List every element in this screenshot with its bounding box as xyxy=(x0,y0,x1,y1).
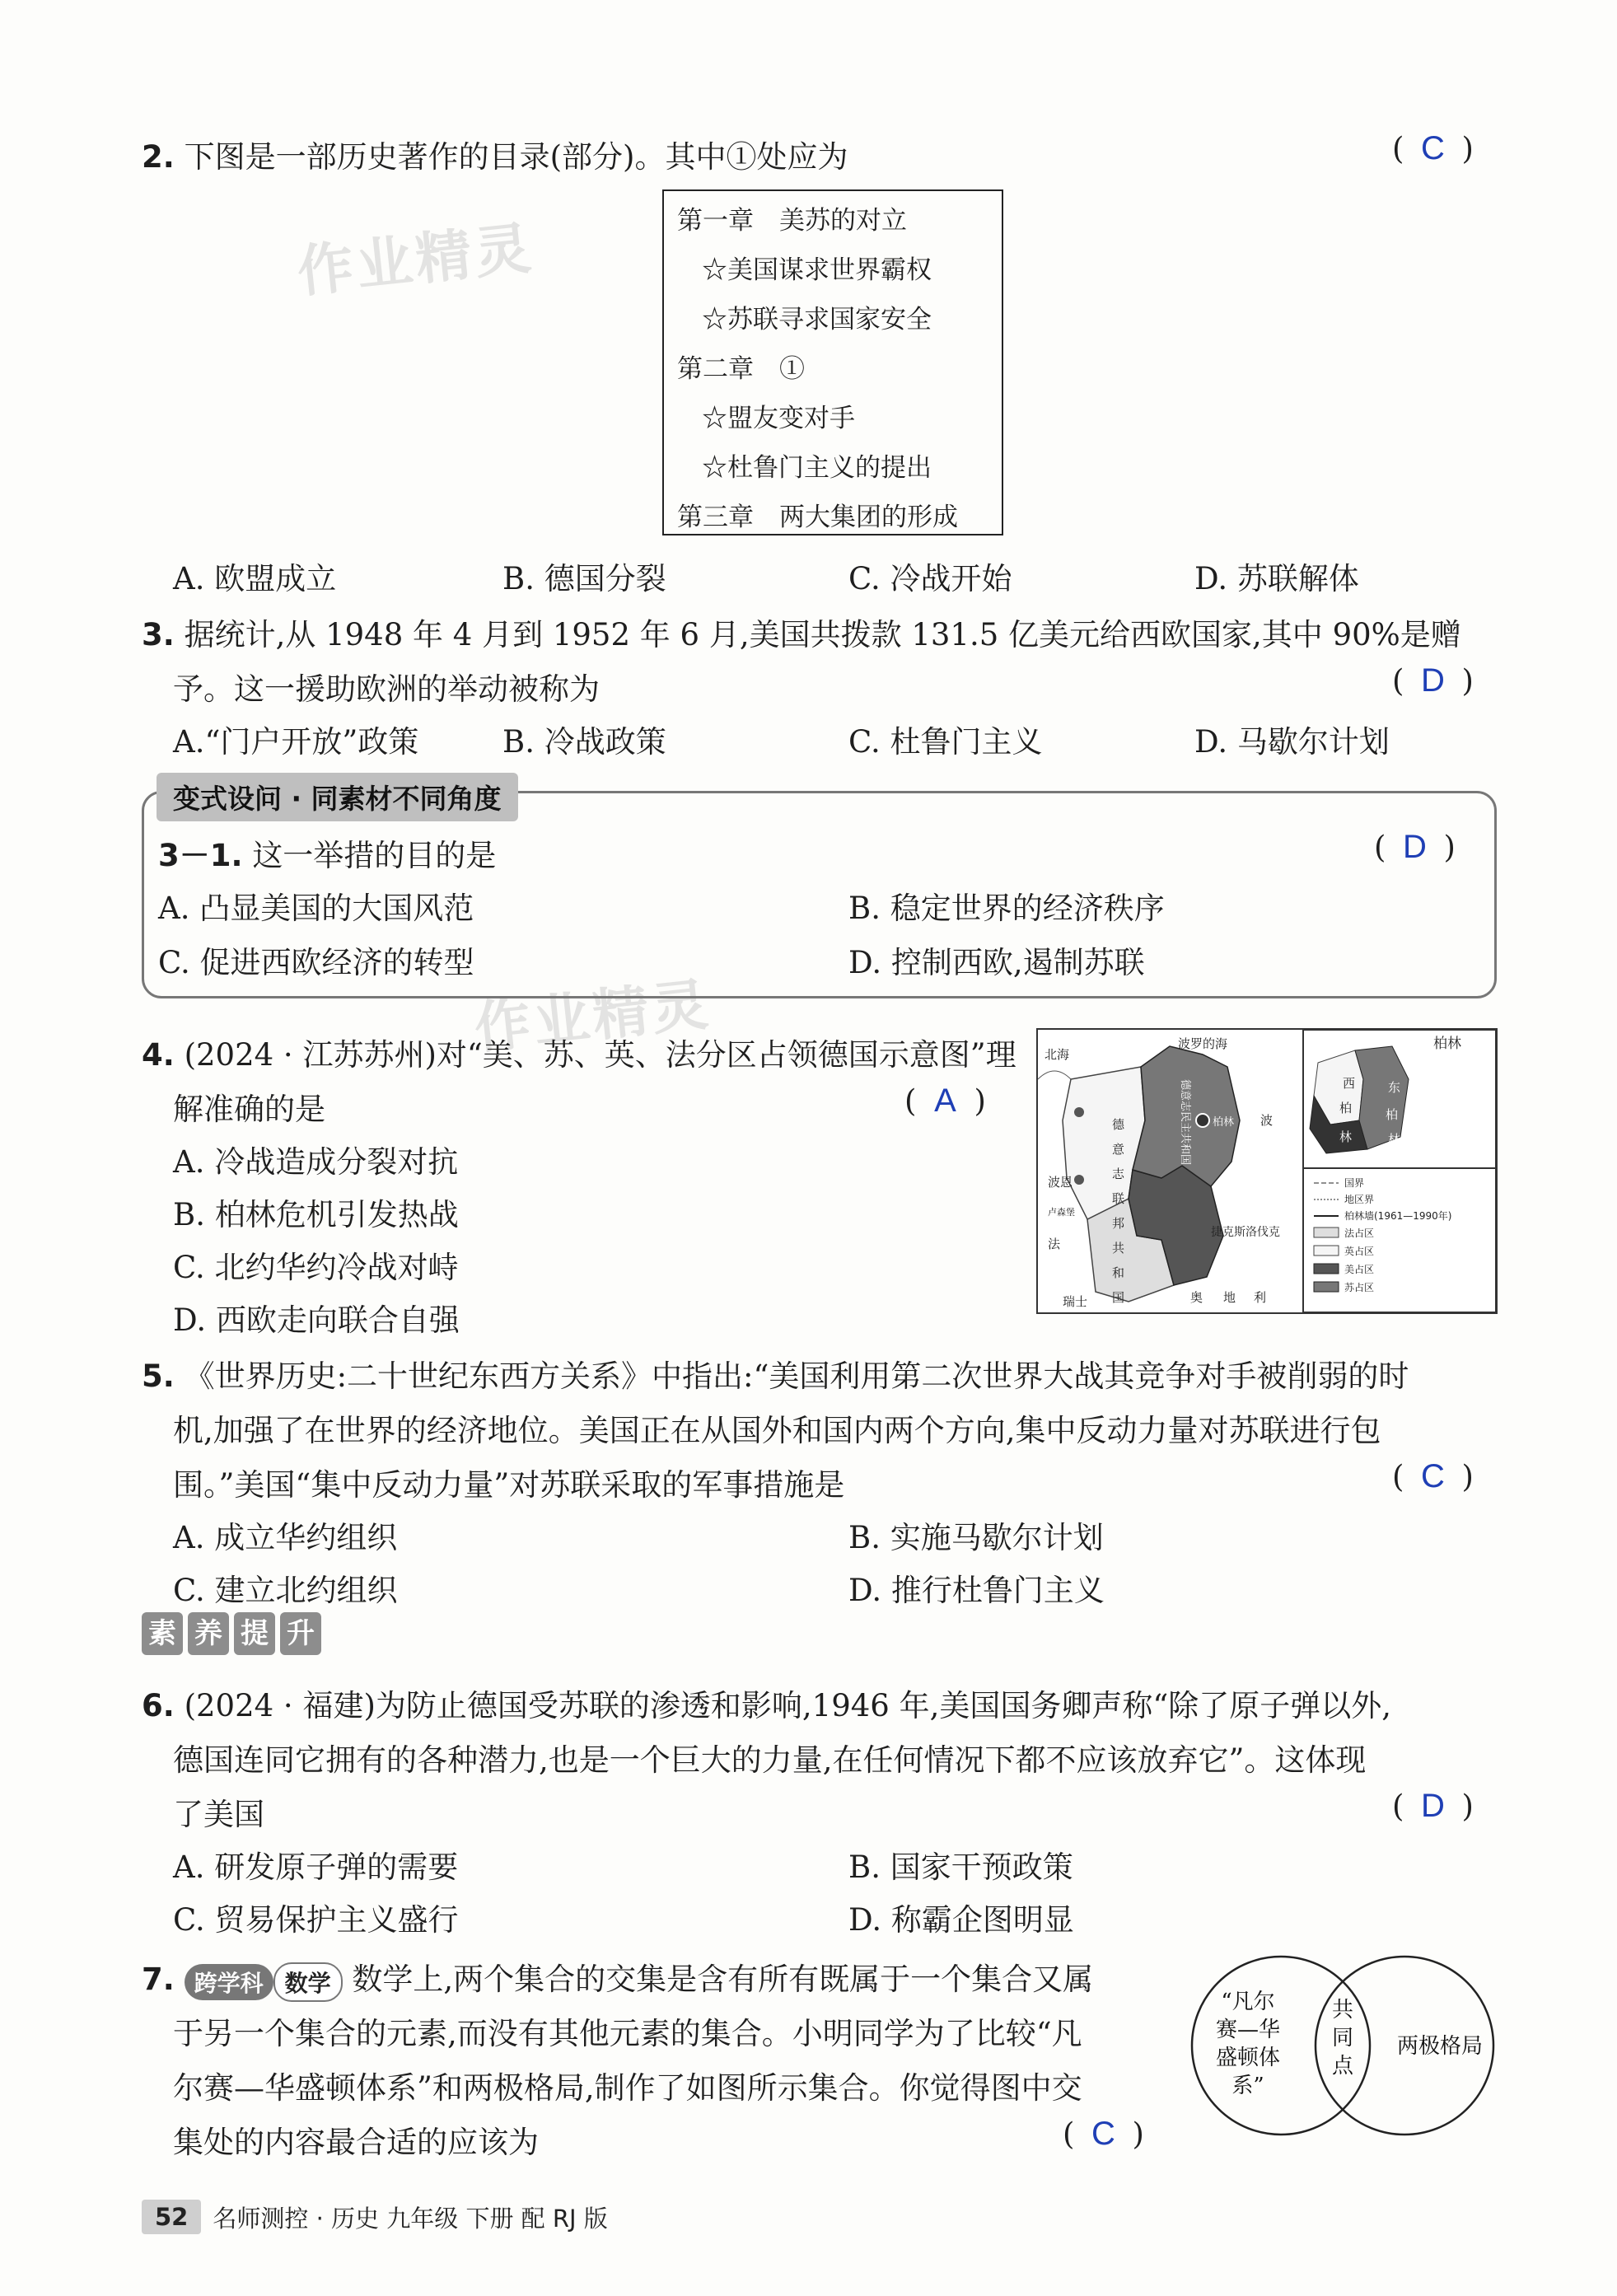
question-stem: 《世界历史:二十世纪东西方关系》中指出:“美国利用第二次世界大战其竞争对手被削弱的时 xyxy=(184,1358,1409,1394)
page-number: 52 xyxy=(142,2200,201,2234)
map-label: 西 xyxy=(1343,1076,1356,1091)
answer-bracket: ( C ) xyxy=(1063,2116,1144,2152)
venn-label: 系” xyxy=(1231,2074,1264,2098)
question-stem-line: 机,加强了在世界的经济地位。美国正在从国外和国内两个方向,集中反动力量对苏联进行包 xyxy=(173,1413,1381,1448)
map-label: 柏 xyxy=(1339,1101,1353,1115)
venn-label: 共 xyxy=(1331,1998,1354,2022)
map-label: 柏 xyxy=(1386,1107,1399,1122)
venn-label: 两极格局 xyxy=(1396,2034,1484,2059)
question-6 xyxy=(142,1681,1391,1725)
option-c: C. 促进西欧经济的转型 xyxy=(158,945,474,980)
option-a: A. 研发原子弹的需要 xyxy=(173,1849,459,1885)
table-of-contents xyxy=(662,189,1003,535)
option-c: C. 北约华约冷战对峙 xyxy=(173,1250,459,1285)
map-legend-item: 美占区 xyxy=(1344,1264,1375,1275)
map-label: 波恩 xyxy=(1048,1175,1073,1190)
map-svg xyxy=(1038,1030,1496,1312)
watermark: 作业精灵 xyxy=(294,216,537,306)
question-number: 7. xyxy=(142,1962,175,1997)
toc-line: ☆杜鲁门主义的提出 xyxy=(702,453,932,483)
option-d: D. 推行杜鲁门主义 xyxy=(848,1573,1105,1608)
option-d: D. 西欧走向联合自强 xyxy=(173,1302,460,1338)
venn-label: “凡尔 xyxy=(1221,1990,1275,2014)
question-2 xyxy=(142,132,848,176)
map-label: 林 xyxy=(1388,1132,1401,1147)
map-legend-item: 地区界 xyxy=(1344,1194,1375,1205)
option-a: A. 冷战造成分裂对抗 xyxy=(173,1144,459,1180)
question-stem: 这一举措的目的是 xyxy=(252,838,497,873)
option-c: C. 冷战开始 xyxy=(848,561,1012,596)
variant-question xyxy=(158,830,496,875)
venn-label: 点 xyxy=(1331,2054,1354,2079)
option-a: A. 欧盟成立 xyxy=(173,561,337,596)
answer-value: D xyxy=(1402,829,1427,865)
map-label: 北海 xyxy=(1045,1047,1070,1062)
subject-tag: 跨学科 xyxy=(185,1964,273,2000)
question-stem: (2024 · 福建)为防止德国受苏联的渗透和影响,1946 年,美国国务卿声称“除了原子弹以外, xyxy=(184,1688,1392,1723)
subject-tag: 数学 xyxy=(273,1962,343,2002)
option-d: D. 控制西欧,遏制苏联 xyxy=(848,945,1145,980)
option-b: B. 稳定世界的经济秩序 xyxy=(848,891,1165,926)
germany-occupation-map xyxy=(1036,1028,1498,1314)
venn-label: 赛—华 xyxy=(1215,2018,1281,2042)
toc-line: 第二章 ① xyxy=(677,354,805,384)
page-footer xyxy=(142,2200,608,2234)
option-a: A. 凸显美国的大国风范 xyxy=(158,891,474,926)
toc-line: 第三章 两大集团的形成 xyxy=(677,503,958,532)
section-char: 素 xyxy=(142,1612,183,1655)
map-legend-item: 法占区 xyxy=(1344,1227,1375,1239)
map-legend-item: 柏林墙(1961—1990年) xyxy=(1344,1210,1452,1222)
map-label: 波罗的海 xyxy=(1178,1036,1228,1051)
option-b: B. 国家干预政策 xyxy=(848,1849,1073,1885)
answer-bracket: ( D ) xyxy=(1392,1788,1474,1824)
question-number: 3. xyxy=(142,617,175,652)
map-label: 志 xyxy=(1112,1167,1125,1181)
option-c: C. 贸易保护主义盛行 xyxy=(173,1902,459,1938)
answer-bracket: ( D ) xyxy=(1392,662,1474,699)
question-stem: 下图是一部历史著作的目录(部分)。其中①处应为 xyxy=(184,139,848,175)
map-label: 林 xyxy=(1339,1129,1353,1144)
question-stem: (2024 · 江苏苏州)对“美、苏、英、法分区占领德国示意图”理 xyxy=(184,1037,1016,1073)
question-number: 4. xyxy=(142,1037,175,1073)
question-stem: 据统计,从 1948 年 4 月到 1952 年 6 月,美国共拨款 131.5 亿美元给西欧国家,其中 90%是赠 xyxy=(184,617,1461,652)
question-5 xyxy=(142,1351,1409,1396)
option-c: C. 杜鲁门主义 xyxy=(848,724,1043,760)
option-b: B. 柏林危机引发热战 xyxy=(173,1197,459,1232)
map-label: 意 xyxy=(1112,1142,1125,1157)
toc-line: ☆美国谋求世界霸权 xyxy=(702,255,932,285)
option-a: A. 成立华约组织 xyxy=(173,1520,398,1555)
map-label: 德 xyxy=(1112,1117,1125,1132)
section-char: 升 xyxy=(280,1612,321,1655)
answer-bracket: ( C ) xyxy=(1392,1458,1474,1494)
venn-svg xyxy=(1178,1951,1507,2140)
answer-bracket: ( D ) xyxy=(1374,829,1456,865)
map-label: 瑞士 xyxy=(1063,1294,1088,1309)
question-4 xyxy=(142,1030,1016,1074)
toc-line: 第一章 美苏的对立 xyxy=(677,206,907,236)
map-label: 地 xyxy=(1223,1290,1236,1305)
section-char: 养 xyxy=(188,1612,229,1655)
map-legend-item: 国界 xyxy=(1344,1177,1365,1189)
map-label: 德意志民主共和国 xyxy=(1179,1079,1191,1166)
question-stem-line: 解准确的是 xyxy=(173,1092,325,1127)
option-b: B. 德国分裂 xyxy=(502,561,666,596)
question-7 xyxy=(142,1954,1093,2002)
question-number: 3－1. xyxy=(158,838,243,873)
question-stem-line: 予。这一援助欧洲的举动被称为 xyxy=(173,671,600,707)
question-stem-line: 于另一个集合的元素,而没有其他元素的集合。小明同学为了比较“凡 xyxy=(173,2016,1082,2051)
map-label: 东 xyxy=(1388,1080,1401,1095)
toc-line: ☆盟友变对手 xyxy=(702,404,855,433)
answer-bracket: ( A ) xyxy=(904,1083,986,1119)
map-label: 联 xyxy=(1112,1191,1125,1206)
map-label: 利 xyxy=(1254,1290,1267,1305)
answer-value: D xyxy=(1420,1788,1445,1824)
answer-value: D xyxy=(1420,662,1445,699)
map-label: 卢森堡 xyxy=(1048,1207,1075,1218)
option-a: A.“门户开放”政策 xyxy=(173,724,419,760)
answer-value: C xyxy=(1091,2116,1115,2152)
question-number: 5. xyxy=(142,1358,175,1394)
answer-bracket: ( C ) xyxy=(1392,130,1474,166)
map-label: 捷克斯洛伐克 xyxy=(1211,1226,1280,1239)
map-label: 国 xyxy=(1112,1290,1125,1305)
map-legend-item: 英占区 xyxy=(1344,1246,1375,1257)
question-stem-line: 集处的内容最合适的应该为 xyxy=(173,2125,539,2160)
answer-value: A xyxy=(934,1083,956,1119)
venn-label: 同 xyxy=(1331,2026,1354,2051)
toc-line: ☆苏联寻求国家安全 xyxy=(702,305,932,334)
option-b: B. 实施马歇尔计划 xyxy=(848,1520,1104,1555)
map-label: 波 xyxy=(1260,1113,1274,1128)
question-stem-line: 了美国 xyxy=(173,1797,264,1832)
answer-value: C xyxy=(1420,130,1445,166)
section-char: 提 xyxy=(234,1612,275,1655)
map-label: 法 xyxy=(1048,1237,1061,1251)
question-3 xyxy=(142,610,1461,654)
footer-text: 名师测控 · 历史 九年级 下册 配 RJ 版 xyxy=(213,2204,608,2233)
map-label: 和 xyxy=(1112,1265,1125,1280)
variant-tag: 变式设问 · 同素材不同角度 xyxy=(157,773,518,821)
map-label: 奥 xyxy=(1190,1290,1203,1305)
map-label: 柏林 xyxy=(1213,1116,1235,1129)
option-d: D. 苏联解体 xyxy=(1194,561,1359,596)
question-stem: 数学上,两个集合的交集是含有所有既属于一个集合又属 xyxy=(352,1962,1094,1997)
option-b: B. 冷战政策 xyxy=(502,724,666,760)
section-title xyxy=(142,1612,321,1655)
question-stem-line: 围。”美国“集中反动力量”对苏联采取的军事措施是 xyxy=(173,1467,845,1503)
option-c: C. 建立北约组织 xyxy=(173,1573,398,1608)
answer-value: C xyxy=(1420,1458,1445,1494)
question-stem-line: 德国连同它拥有的各种潜力,也是一个巨大的力量,在任何情况下都不应该放弃它”。这体现 xyxy=(173,1742,1367,1778)
option-d: D. 称霸企图明显 xyxy=(848,1902,1074,1938)
venn-label: 盛顿体 xyxy=(1215,2046,1281,2070)
map-legend-item: 苏占区 xyxy=(1344,1282,1375,1293)
watermark: 作业精灵 xyxy=(471,972,714,1062)
map-label: 共 xyxy=(1112,1241,1125,1256)
question-number: 2. xyxy=(142,139,175,175)
question-number: 6. xyxy=(142,1688,175,1723)
option-d: D. 马歇尔计划 xyxy=(1194,724,1390,760)
question-stem-line: 尔赛—华盛顿体系”和两极格局,制作了如图所示集合。你觉得图中交 xyxy=(173,2070,1082,2106)
inset-title: 柏林 xyxy=(1433,1036,1461,1052)
map-label: 邦 xyxy=(1112,1216,1125,1231)
venn-diagram xyxy=(1178,1951,1507,2140)
